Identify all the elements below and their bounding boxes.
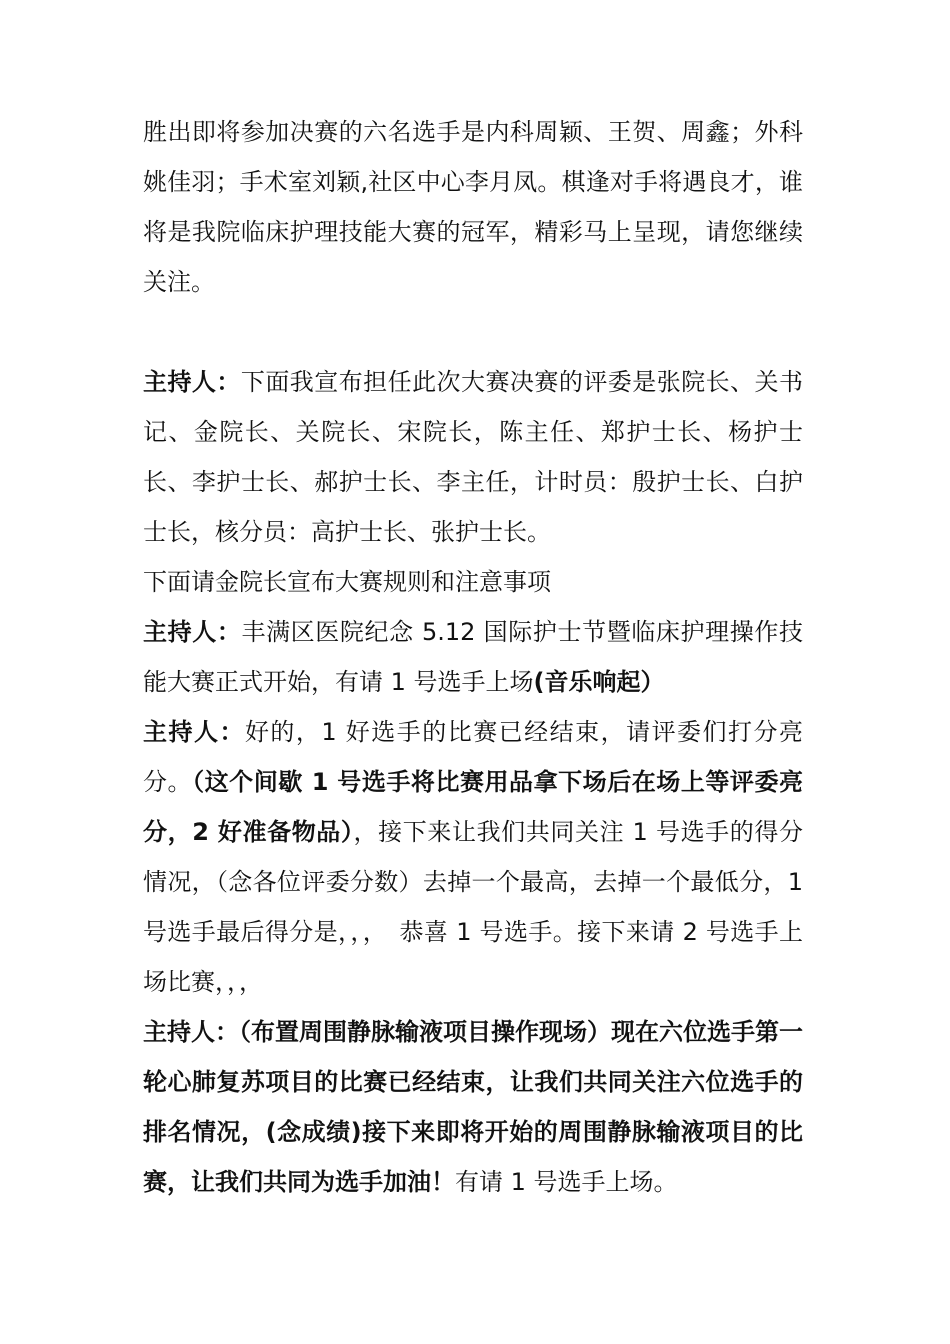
stage-direction: （布置周围静脉输液项目操作现场）现在六位选手第一轮心肺复苏项目的比赛已经结束，让我们共同关注六位选手的排名情况，(念成绩)接下来即将开始的周围静脉输液项目的比赛，让我们共同为选手加油！	[143, 1018, 803, 1196]
paragraph-text: 有请 1 号选手上场。	[455, 1168, 678, 1196]
paragraph-second-round	[143, 1007, 803, 1207]
stage-direction: (音乐响起）	[533, 668, 665, 696]
paragraph-gap	[143, 307, 803, 357]
paragraph-text: 下面我宣布担任此次大赛决赛的评委是张院长、关书记、金院长、关院长、宋院长，陈主任、郑护士长、杨护士长、李护士长、郝护士长、李主任，计时员：殷护士长、白护士长，核分员：高护士长、张护士长。	[143, 368, 804, 546]
paragraph-finalists	[143, 107, 803, 307]
speaker-label: 主持人：	[143, 1018, 239, 1046]
paragraph-text: 好的，1 好选手的比赛已经结束，请评委们打分亮分。	[143, 718, 803, 796]
speaker-label: 主持人：	[143, 618, 242, 646]
paragraph-text: 下面请金院长宣布大赛规则和注意事项	[143, 568, 551, 596]
paragraph-judges	[143, 357, 803, 557]
paragraph-opening	[143, 607, 803, 707]
paragraph-scoring	[143, 707, 803, 1007]
paragraph-text: ，接下来让我们共同关注 1 号选手的得分情况，（念各位评委分数）去掉一个最高，去掉一个最低分，1 号选手最后得分是，，， 恭喜 1 号选手。接下来请 2 号选手上场比赛，，，	[143, 818, 803, 996]
paragraph-text: 胜出即将参加决赛的六名选手是内科周颖、王贺、周鑫；外科姚佳羽；手术室刘颖,社区中心李月凤。棋逢对手将遇良才，谁将是我院临床护理技能大赛的冠军，精彩马上呈现，请您继续关注。	[143, 118, 803, 296]
paragraph-text: 丰满区医院纪念 5.12 国际护士节暨临床护理操作技能大赛正式开始，有请 1 号选手上场	[143, 618, 803, 696]
document-body	[143, 107, 803, 1207]
speaker-label: 主持人：	[143, 368, 241, 396]
paragraph-rules	[143, 557, 803, 607]
speaker-label: 主持人：	[143, 718, 245, 746]
stage-direction: （这个间歇 1 号选手将比赛用品拿下场后在场上等评委亮分，2 好准备物品）	[143, 768, 804, 846]
